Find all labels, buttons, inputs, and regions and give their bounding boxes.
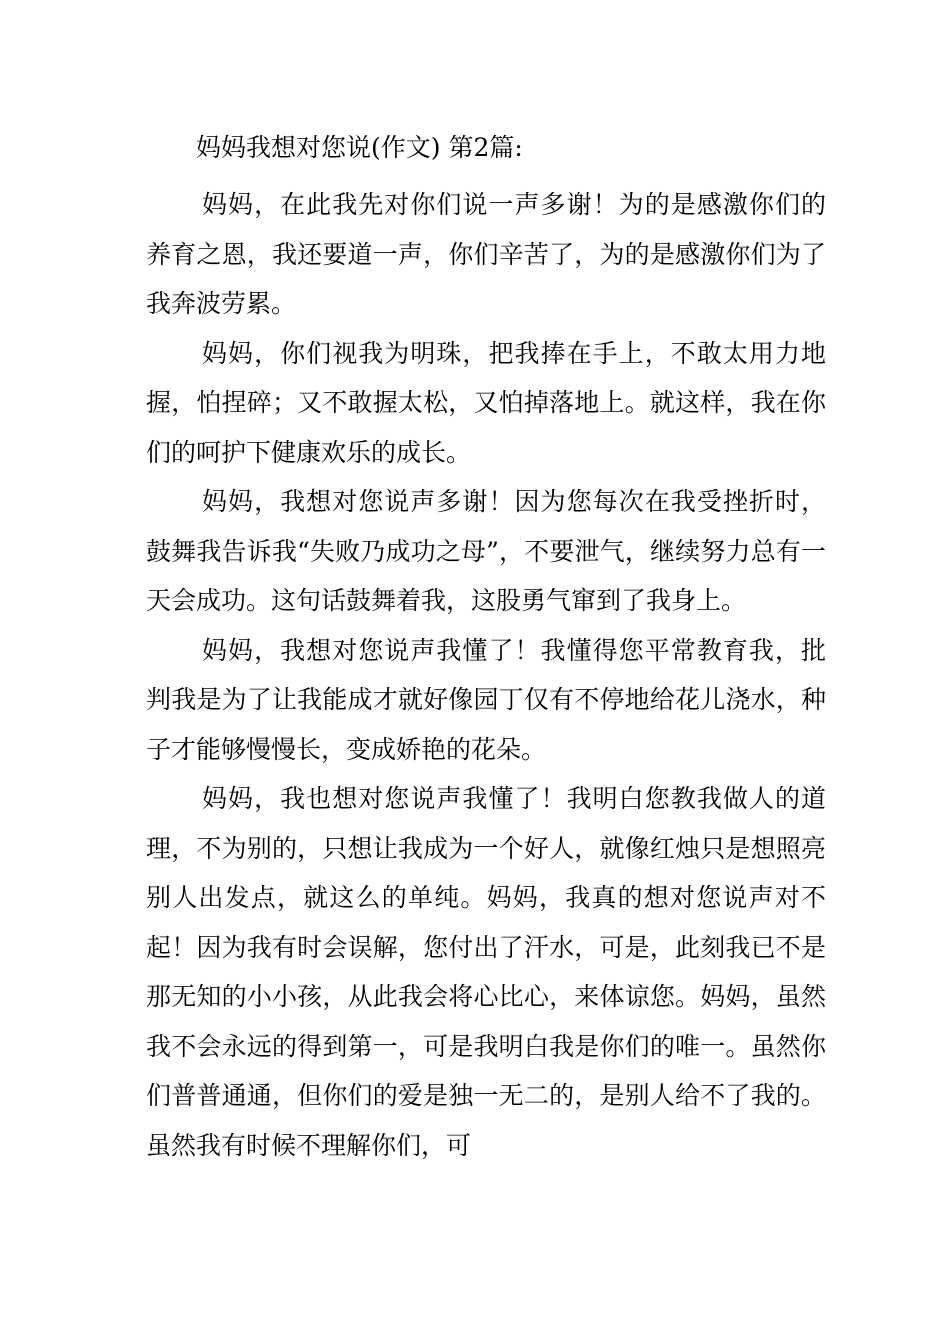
paragraph: 妈妈，你们视我为明珠，把我捧在手上，不敢太用力地握，怕捏碎；又不敢握太松，又怕掉落地上。就这样，我在你们的呵护下健康欢乐的成长。 xyxy=(146,338,826,467)
paragraph: 妈妈，我也想对您说声我懂了！我明白您教我做人的道理，不为别的，只想让我成为一个好人，就像红烛只是想照亮别人出发点，就这么的单纯。妈妈，我真的想对您说声对不起！因为我有时会误解，您付出了汗水，可是，此刻我已不是那无知的小小孩，从此我会将心比心，来体谅您。妈妈，虽然我不会永远的得到第一，可是我明白我是你们的唯一。虽然你们普普通通，但你们的爱是独一无二的，是别人给不了我的。虽然我有时候不理解你们，可 xyxy=(146,784,826,1160)
paragraph: 妈妈，我想对您说声我懂了！我懂得您平常教育我，批判我是为了让我能成才就好像园丁仅有不停地给花儿浇水，种子才能够慢慢长，变成娇艳的花朵。 xyxy=(146,635,826,764)
paragraph: 妈妈，在此我先对你们说一声多谢！为的是感激你们的养育之恩，我还要道一声，你们辛苦了，为的是感激你们为了我奔波劳累。 xyxy=(146,190,826,318)
paragraph: 妈妈，我想对您说声多谢！因为您每次在我受挫折时，鼓舞我告诉我“失败乃成功之母”，不要泄气，继续努力总有一天会成功。这句话鼓舞着我，这股勇气窜到了我身上。 xyxy=(146,487,826,615)
document-title: 妈妈我想对您说(作文) 第2篇: xyxy=(196,133,523,162)
document-body xyxy=(146,180,826,1170)
